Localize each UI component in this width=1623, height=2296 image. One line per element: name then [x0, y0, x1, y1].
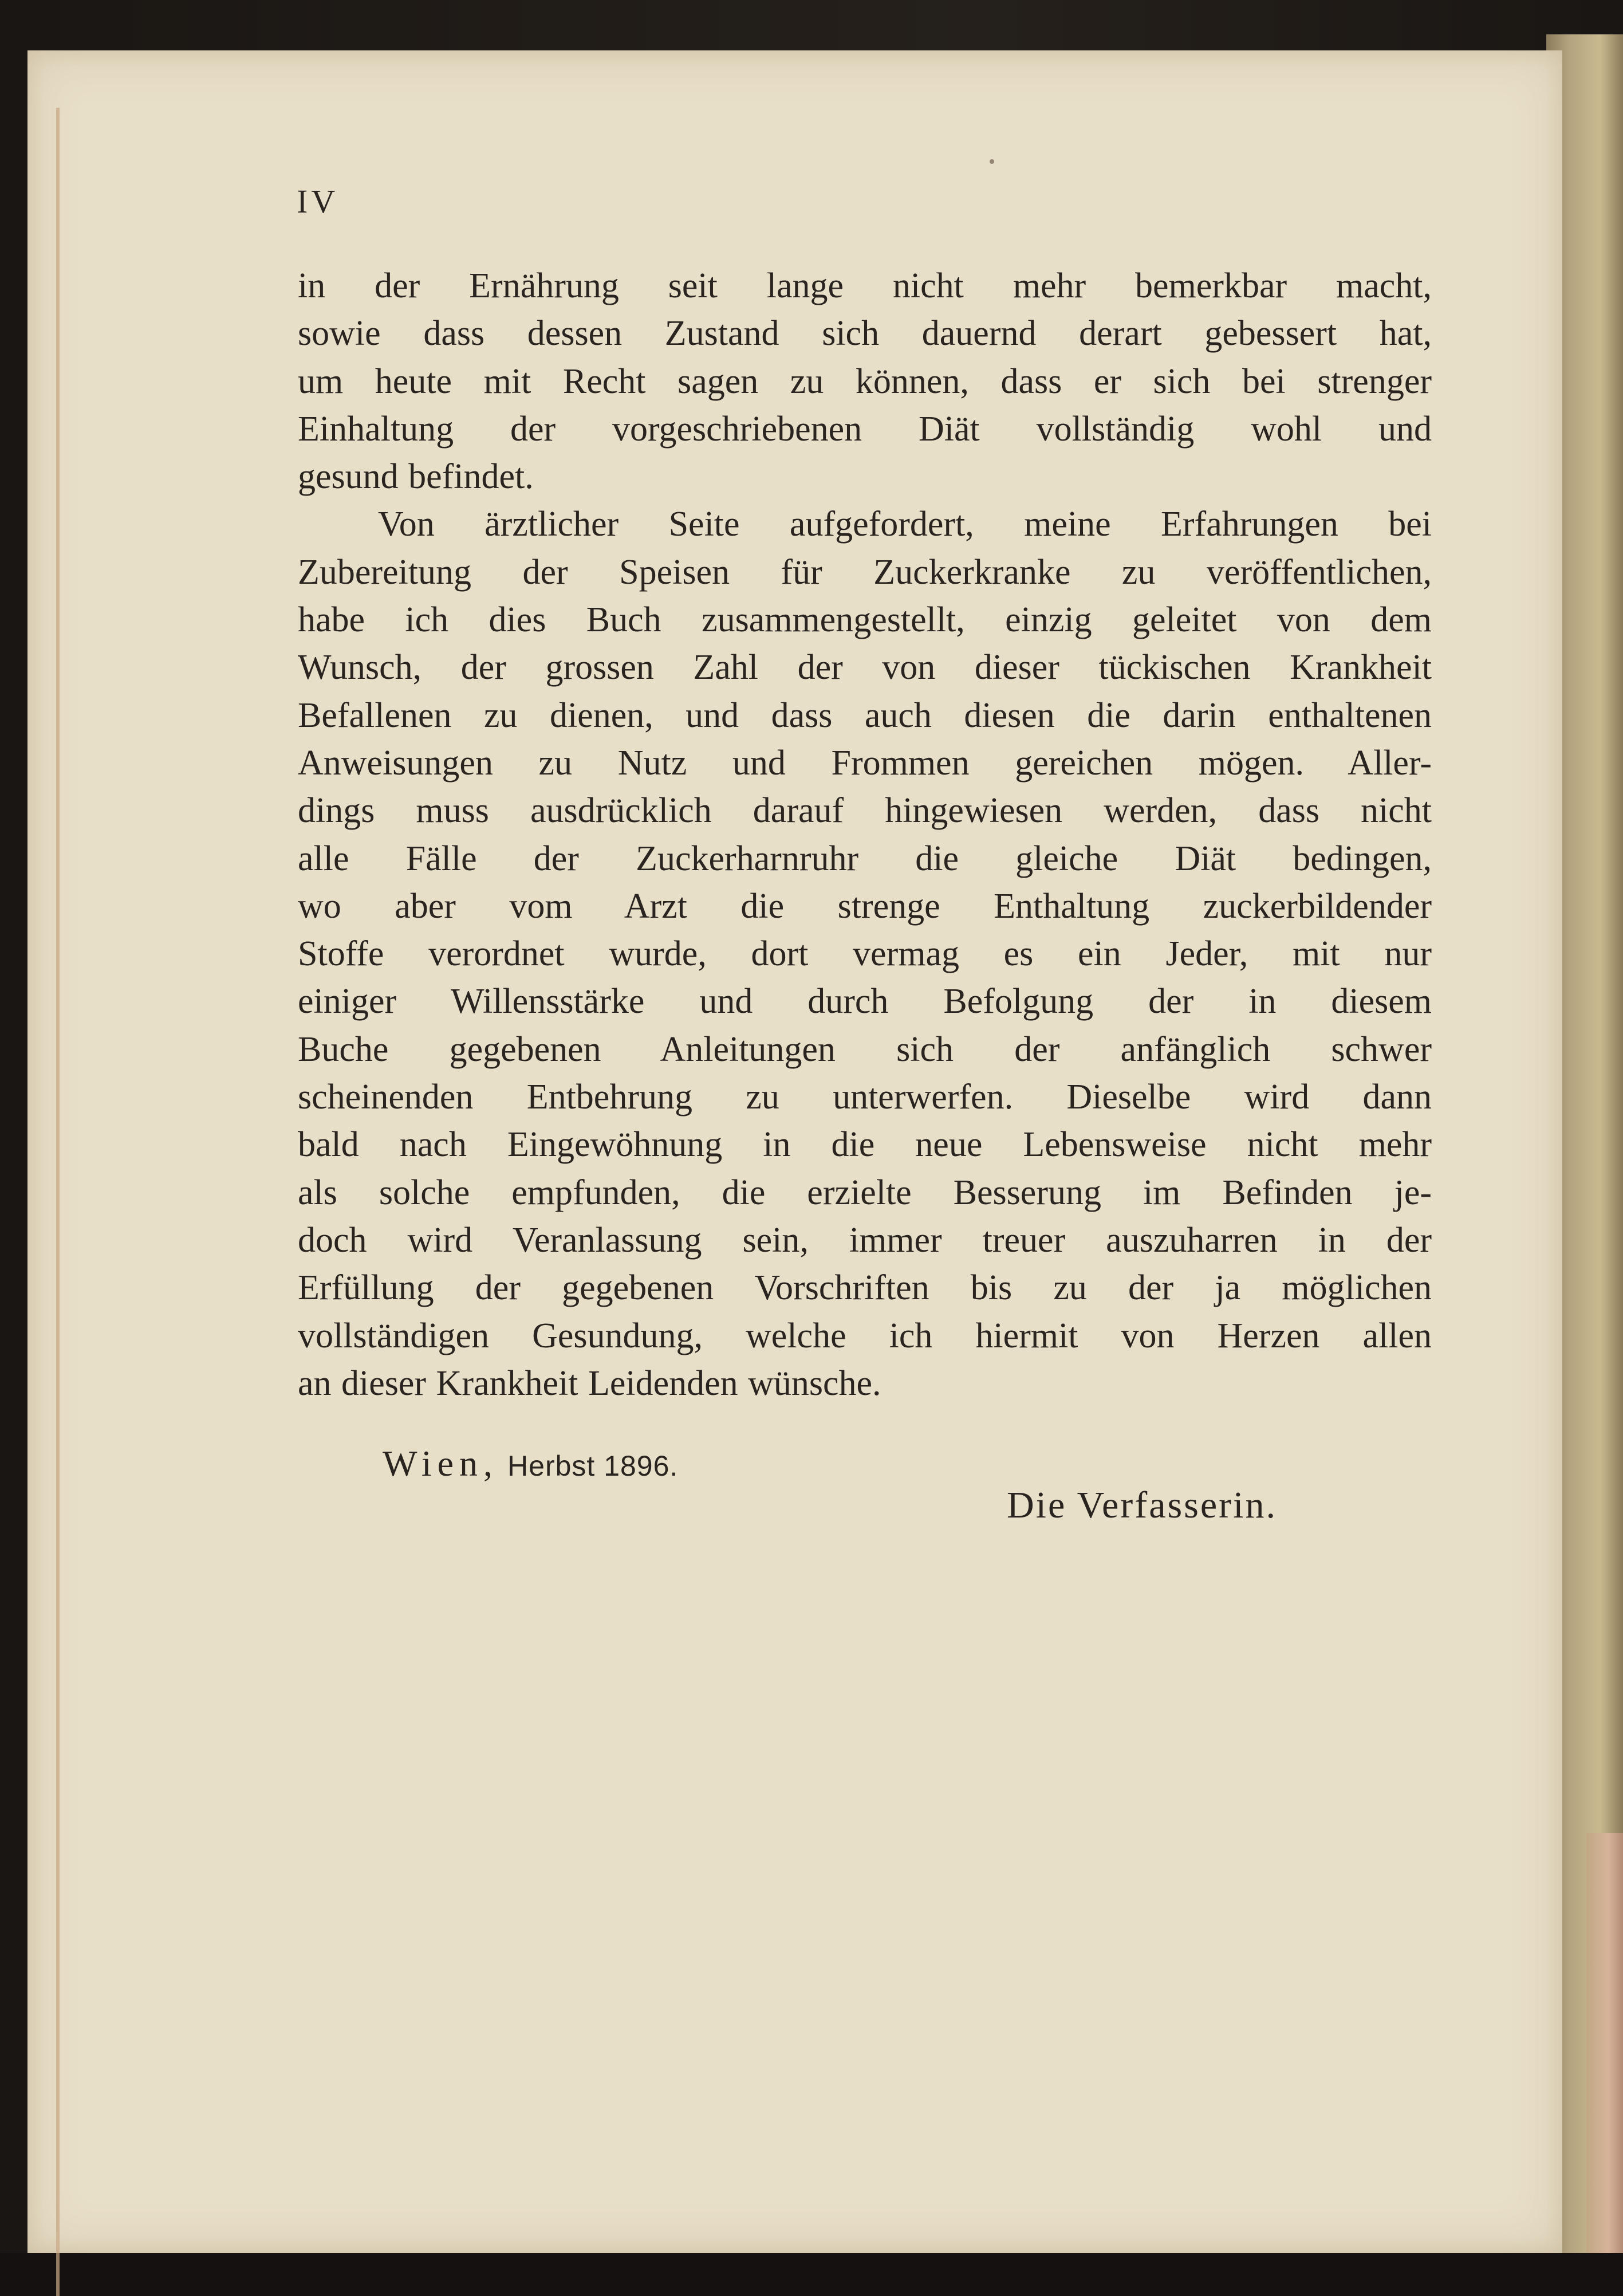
place-and-date [383, 1442, 678, 1485]
text-line: Buche gegebenen Anleitungen sich der anfänglich schwer [298, 1029, 1432, 1069]
text-line: einiger Willensstärke und durch Befolgung der in diesem [298, 982, 1432, 1021]
text-line: Stoffe verordnet wurde, dort vermag es ein Jeder, mit nur [298, 934, 1432, 974]
text-line: an dieser Krankheit Leidenden wünsche. [298, 1363, 881, 1403]
author-signature: Die Verfasserin. [1007, 1484, 1277, 1526]
text-line: Einhaltung der vorgeschriebenen Diät vollständig wohl und [298, 409, 1432, 449]
text-line: Wunsch, der grossen Zahl der von dieser tückischen Krankheit [298, 648, 1432, 687]
text-line: doch wird Veranlassung sein, immer treuer auszuharren in der [298, 1220, 1432, 1260]
text-line: Zubereitung der Speisen für Zuckerkranke zu veröffentlichen, [298, 552, 1432, 592]
text-line: wo aber vom Arzt die strenge Enthaltung zuckerbildender [298, 886, 1432, 926]
text-line: Anweisungen zu Nutz und Frommen gereichen mögen. Aller- [298, 743, 1432, 783]
date: Herbst 1896. [507, 1450, 679, 1482]
page-number: IV [297, 183, 339, 220]
text-line: in der Ernährung seit lange nicht mehr bemerkbar macht, [298, 266, 1432, 305]
text-line: Von ärztlicher Seite aufgefordert, meine Erfahrungen bei [378, 505, 1432, 544]
text-line: alle Fälle der Zuckerharnruhr die gleiche Diät bedingen, [298, 839, 1432, 878]
text-line: sowie dass dessen Zustand sich dauernd derart gebessert hat, [298, 314, 1432, 353]
text-line: vollständigen Gesundung, welche ich hiermit von Herzen allen [298, 1316, 1432, 1355]
underlying-page-corner [1586, 1833, 1623, 2253]
text-line: als solche empfunden, die erzielte Besserung im Befinden je- [298, 1173, 1432, 1212]
page-gutter-edge [56, 108, 60, 2296]
text-line: dings muss ausdrücklich darauf hingewiesen werden, dass nicht [298, 791, 1432, 831]
text-line: Befallenen zu dienen, und dass auch diesen die darin enthaltenen [298, 695, 1432, 735]
paper-speck [990, 159, 994, 164]
text-line: Erfüllung der gegebenen Vorschriften bis zu der ja möglichen [298, 1268, 1432, 1308]
text-line: habe ich dies Buch zusammengestellt, einzig geleitet von dem [298, 600, 1432, 640]
text-line: um heute mit Recht sagen zu können, dass er sich bei strenger [298, 361, 1432, 401]
place-name: Wien, [383, 1443, 499, 1484]
text-line: scheinenden Entbehrung zu unterwerfen. Dieselbe wird dann [298, 1078, 1432, 1117]
text-line: gesund befindet. [298, 457, 534, 497]
body-text [298, 262, 1432, 1408]
text-line: bald nach Eingewöhnung in die neue Lebensweise nicht mehr [298, 1125, 1432, 1165]
